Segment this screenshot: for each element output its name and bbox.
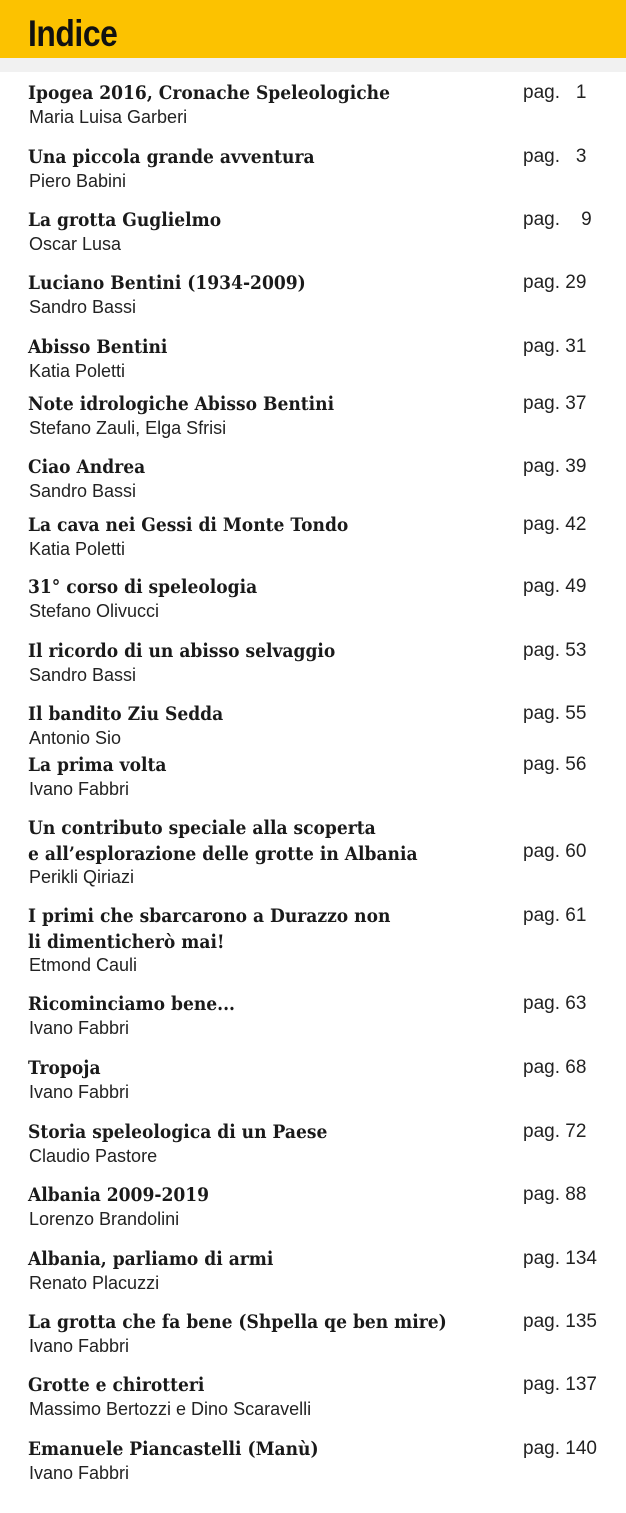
entry-page-number: pag. 61 xyxy=(523,905,587,926)
entry-author: Ivano Fabbri xyxy=(29,1463,130,1483)
entry-page-number: pag. 39 xyxy=(523,456,587,477)
entry-title xyxy=(28,574,257,600)
entry-title-line: Una piccola grande avventura xyxy=(28,146,315,168)
entry-title-line: Note idrologiche Abisso Bentini xyxy=(28,393,335,415)
entry-title-line: Grotte e chirotteri xyxy=(28,1374,205,1396)
header-bar xyxy=(0,0,626,58)
entry-page-number: pag. 42 xyxy=(523,514,587,535)
entry-author: Renato Placuzzi xyxy=(29,1273,160,1293)
entry-page-number: pag. 135 xyxy=(523,1311,597,1332)
entry-author: Sandro Bassi xyxy=(29,297,137,317)
entry-title-line: 31° corso di speleologia xyxy=(28,576,258,598)
entry-title-line: Ricominciamo bene... xyxy=(28,993,235,1015)
page-title: Indice xyxy=(28,13,118,54)
entry-page-number: pag. 55 xyxy=(523,703,587,724)
entry-author: Etmond Cauli xyxy=(29,955,138,975)
entry-author: Claudio Pastore xyxy=(29,1146,158,1166)
entry-author: Maria Luisa Garberi xyxy=(29,107,188,127)
entry-title-line: La cava nei Gessi di Monte Tondo xyxy=(28,514,349,536)
entry-title-line: Storia speleologica di un Paese xyxy=(28,1121,328,1143)
entry-title xyxy=(28,638,335,664)
entry-author: Ivano Fabbri xyxy=(29,1018,130,1038)
entry-title-line: Tropoja xyxy=(28,1057,101,1079)
entry-title-line: Ciao Andrea xyxy=(28,456,146,478)
entry-title xyxy=(28,1309,447,1335)
entry-page-number: pag. 137 xyxy=(523,1374,597,1395)
entry-title xyxy=(28,752,166,778)
entry-author: Antonio Sio xyxy=(29,728,122,748)
entry-author: Oscar Lusa xyxy=(29,234,122,254)
entry-page-number: pag. 49 xyxy=(523,576,587,597)
entry-title xyxy=(28,815,418,867)
entry-author: Perikli Qiriazi xyxy=(29,867,135,887)
entry-title xyxy=(28,454,145,480)
entry-author: Lorenzo Brandolini xyxy=(29,1209,180,1229)
entry-author: Stefano Zauli, Elga Sfrisi xyxy=(29,418,227,438)
entry-title-line: La prima volta xyxy=(28,754,167,776)
entry-title xyxy=(28,1055,101,1081)
entry-title xyxy=(28,270,306,296)
entry-author: Sandro Bassi xyxy=(29,665,137,685)
entry-title xyxy=(28,1372,204,1398)
entry-title-line: li dimenticherò mai! xyxy=(28,931,225,953)
entry-page-number: pag. 88 xyxy=(523,1184,587,1205)
entry-title xyxy=(28,991,235,1017)
entry-page-number: pag. 56 xyxy=(523,754,587,775)
entry-page-number: pag. 53 xyxy=(523,640,587,661)
entry-page-number: pag. 31 xyxy=(523,336,587,357)
entry-page-number: pag. 60 xyxy=(523,841,587,862)
entry-title-line: Albania 2009-2019 xyxy=(28,1184,210,1206)
entry-author: Stefano Olivucci xyxy=(29,601,160,621)
entry-title-line: La grotta che fa bene (Shpella qe ben mire) xyxy=(28,1311,447,1333)
entry-title-line: Abisso Bentini xyxy=(28,336,168,358)
entry-title-line: La grotta Guglielmo xyxy=(28,209,222,231)
entry-page-number: pag. 3 xyxy=(523,146,587,167)
entry-title xyxy=(28,1436,319,1462)
entry-page-number: pag. 72 xyxy=(523,1121,587,1142)
entry-author: Sandro Bassi xyxy=(29,481,137,501)
entry-page-number: pag. 68 xyxy=(523,1057,587,1078)
entry-title-line: Albania, parliamo di armi xyxy=(28,1248,274,1270)
entry-title xyxy=(28,701,223,727)
entry-title-line: Emanuele Piancastelli (Manù) xyxy=(28,1438,319,1460)
entry-page-number: pag. 37 xyxy=(523,393,587,414)
entry-title-line: Il bandito Ziu Sedda xyxy=(28,703,224,725)
entry-author: Katia Poletti xyxy=(29,539,126,559)
entry-title-line: Il ricordo di un abisso selvaggio xyxy=(28,640,336,662)
entry-title xyxy=(28,903,390,955)
entry-page-number: pag. 1 xyxy=(523,82,587,103)
entry-title xyxy=(28,334,167,360)
entry-title xyxy=(28,207,221,233)
entry-title-line: Ipogea 2016, Cronache Speleologiche xyxy=(28,82,390,104)
entry-page-number: pag. 63 xyxy=(523,993,587,1014)
entry-author: Ivano Fabbri xyxy=(29,1082,130,1102)
entry-page-number: pag. 29 xyxy=(523,272,587,293)
entry-title-line: e all’esplorazione delle grotte in Albania xyxy=(28,843,418,865)
entry-title xyxy=(28,1182,209,1208)
entry-title xyxy=(28,80,390,106)
entry-author: Katia Poletti xyxy=(29,361,126,381)
entry-title xyxy=(28,512,348,538)
entry-title xyxy=(28,391,334,417)
entry-author: Piero Babini xyxy=(29,171,127,191)
entry-page-number: pag. 134 xyxy=(523,1248,597,1269)
entry-title xyxy=(28,1119,327,1145)
entry-page-number: pag. 140 xyxy=(523,1438,597,1459)
entry-author: Ivano Fabbri xyxy=(29,779,130,799)
entry-title-line: Un contributo speciale alla scoperta xyxy=(28,817,376,839)
entry-title xyxy=(28,1246,273,1272)
entry-author: Massimo Bertozzi e Dino Scaravelli xyxy=(29,1399,312,1419)
entry-author: Ivano Fabbri xyxy=(29,1336,130,1356)
entry-title-line: Luciano Bentini (1934-2009) xyxy=(28,272,306,294)
entry-title xyxy=(28,144,315,170)
entry-title-line: I primi che sbarcarono a Durazzo non xyxy=(28,905,391,927)
header-divider xyxy=(0,58,626,72)
entry-page-number: pag. 9 xyxy=(523,209,592,230)
